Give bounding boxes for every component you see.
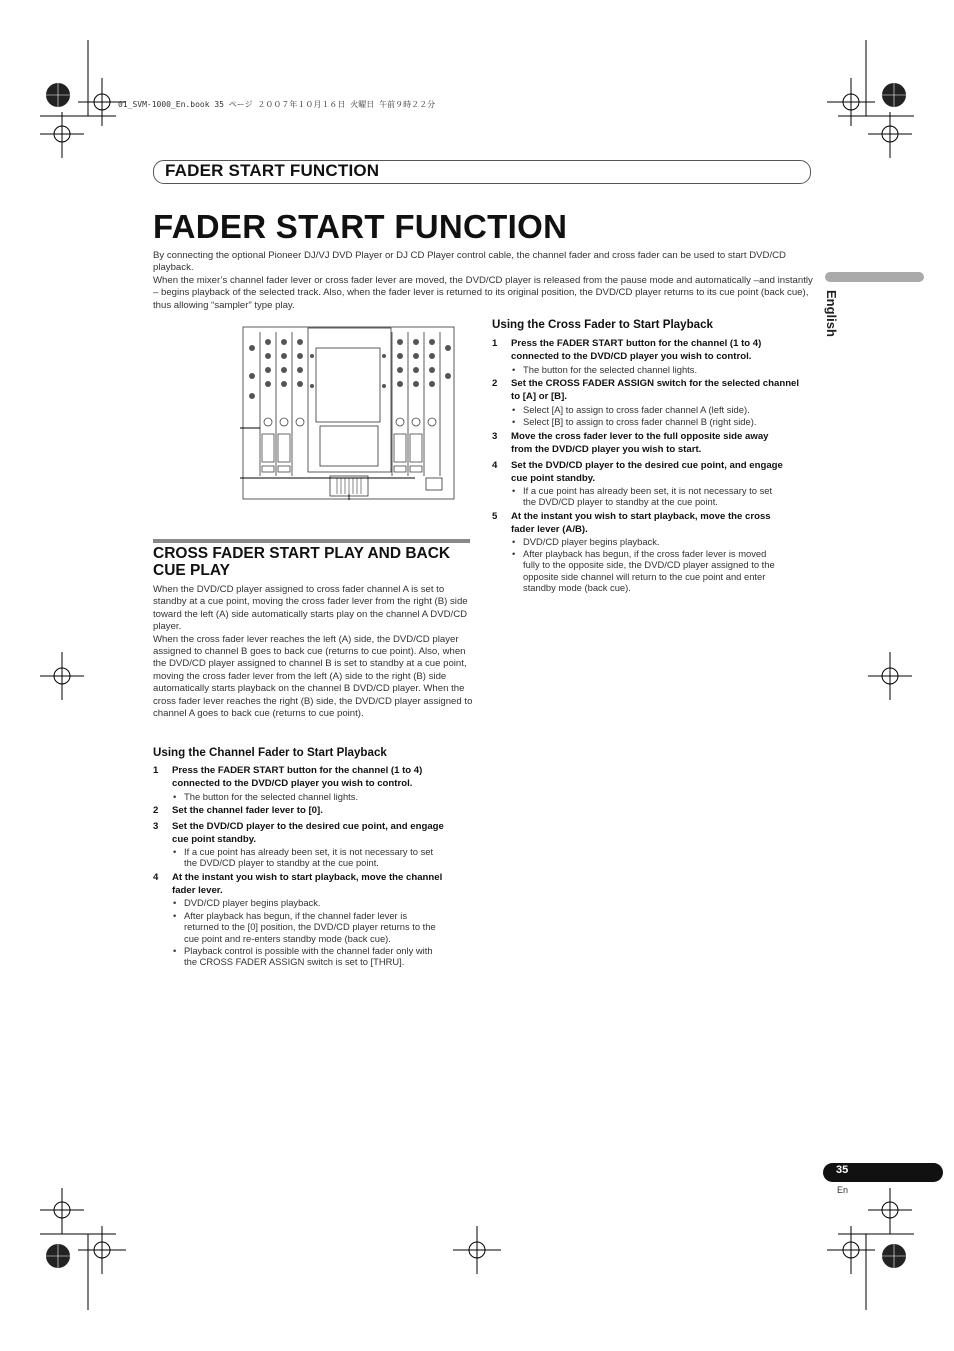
print-info-line: 01_SVM-1000_En.book 35 ページ ２００７年１０月１６日 火曜日 午前９時２２分	[118, 100, 436, 109]
channel-fader-heading: Using the Channel Fader to Start Playback	[153, 746, 387, 759]
header-title: FADER START FUNCTION	[165, 161, 380, 180]
page-title: FADER START FUNCTION	[153, 208, 568, 245]
language-label: English	[824, 290, 839, 337]
mixer-diagram	[240, 326, 455, 500]
section-rule	[153, 539, 470, 543]
cross-fader-heading: Using the Cross Fader to Start Playback	[492, 318, 713, 331]
section-title: CROSS FADER START PLAY AND BACK CUE PLAY	[153, 545, 451, 579]
section-paragraph: When the DVD/CD player assigned to cross fader channel A is set to standby at a cue point, moving the cross fader lever from the right (B) side toward the left (A) side automatically starts play on the channel A DVD/CD player.	[153, 584, 468, 633]
language-tab	[825, 272, 924, 282]
page-number: 35	[836, 1164, 849, 1176]
intro-paragraph: By connecting the optional Pioneer DJ/VJ DVD Player or DJ CD Player control cable, the channel fader and cross fader can be used to start DVD/CD playback.	[153, 250, 786, 274]
page-language-code: En	[837, 1185, 849, 1195]
section-paragraph: When the cross fader lever reaches the left (A) side, the DVD/CD player assigned to channel B goes to back cue (returns to cue point). Also, when the DVD/CD player assigned to channel B is set to standby at a cue point, moving the cross fader lever from the left (A) side to the right (B) side automatically starts playback on the channel B DVD/CD player. When the cross fader lever reaches the right (B) side, the DVD/CD player assigned to channel A goes to back cue (returns to cue point).	[153, 633, 473, 720]
section-body	[153, 584, 473, 720]
intro-text	[153, 250, 813, 312]
intro-paragraph: When the mixer’s channel fader lever or cross fader lever are moved, the DVD/CD player is released from the pause mode and automatically –and instantly – begins playback of the selected track. Also, when the fader lever is returned to its original position, the DVD/CD player returns to its cue point (back cue), thus allowing “sampler” type play.	[153, 274, 813, 311]
